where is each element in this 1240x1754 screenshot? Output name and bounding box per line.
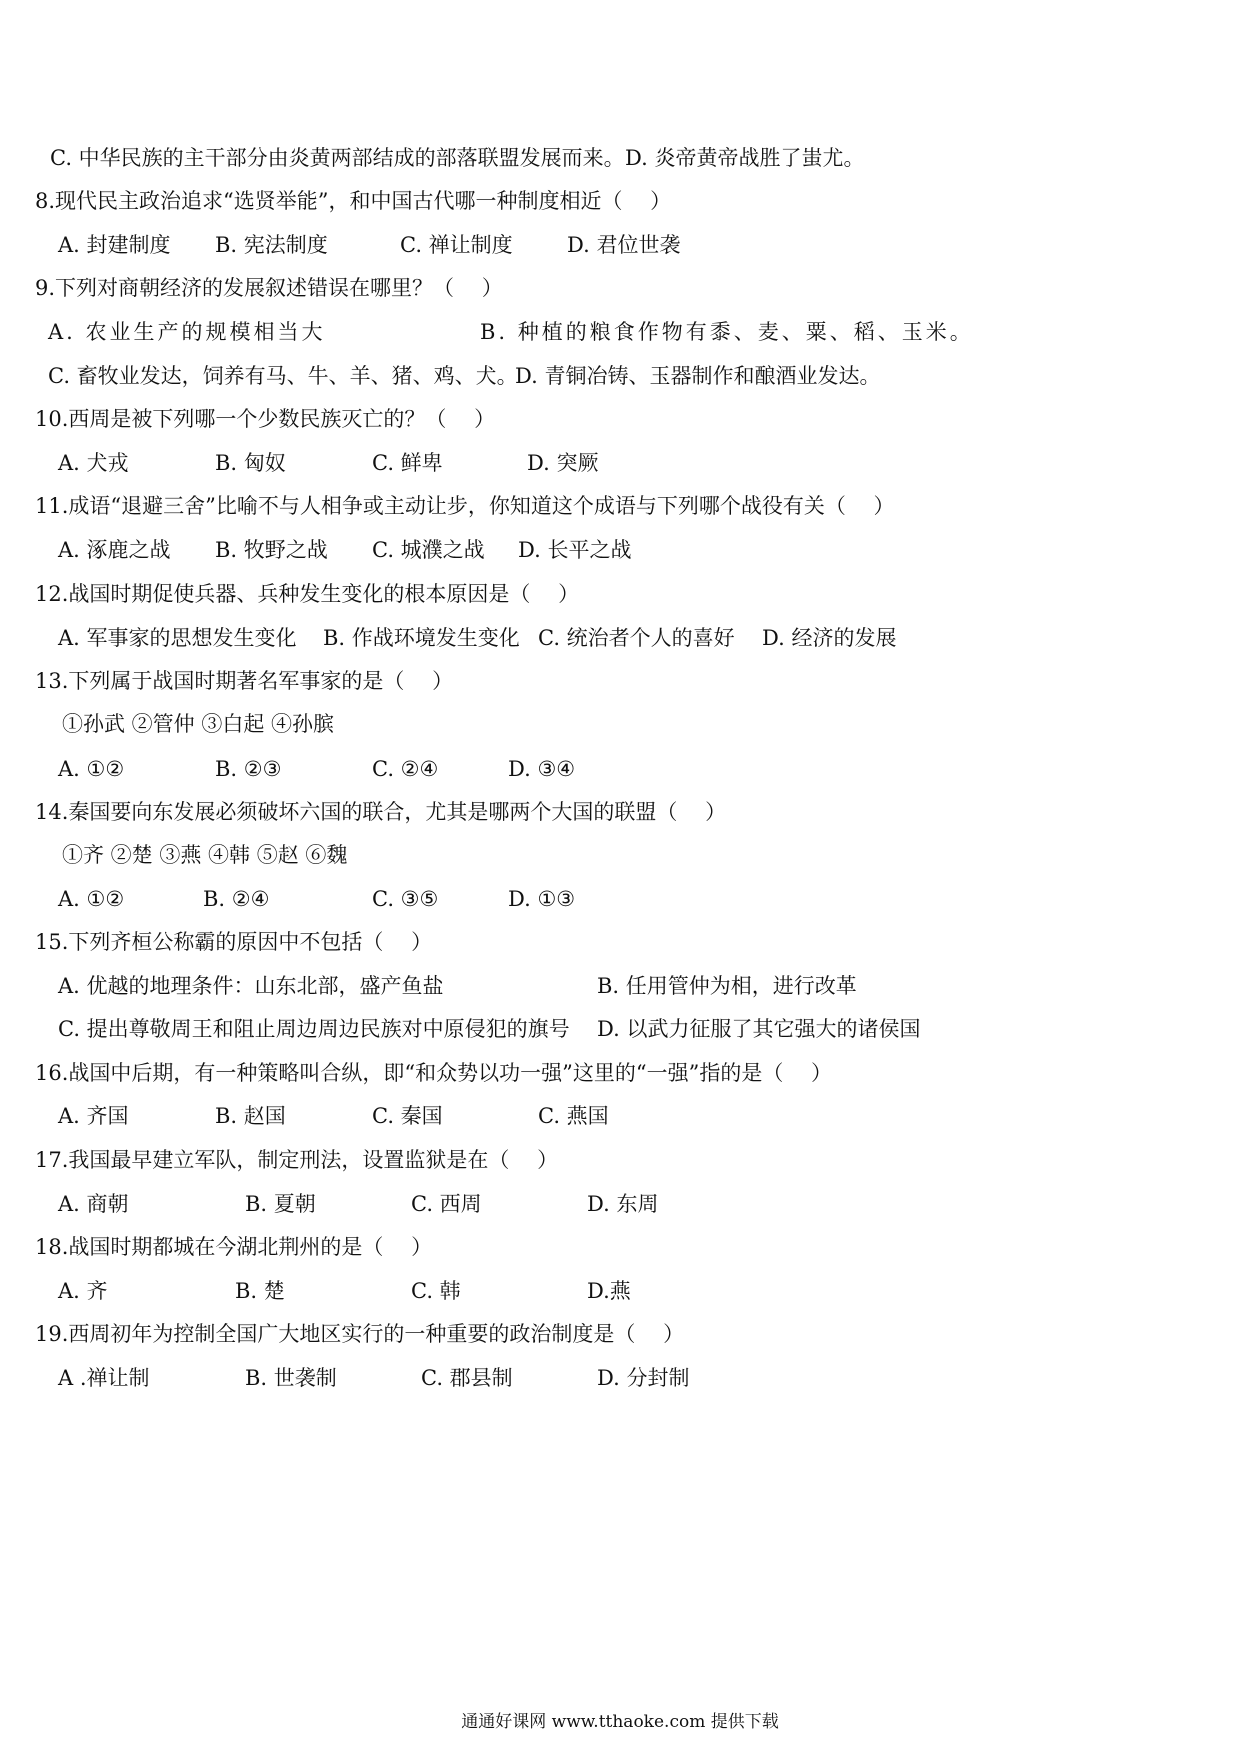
q8-option-b: B. 宪法制度: [215, 233, 328, 257]
q8-option-a: A. 封建制度: [58, 233, 171, 257]
q14-option-d: D. ①③: [508, 887, 576, 911]
q10-stem: 10.西周是被下列哪一个少数民族灭亡的？（ ）: [35, 407, 496, 431]
q9-option-b: B. 种植的粮食作物有黍、麦、粟、稻、玉米。: [480, 320, 974, 344]
q9-option-c: C. 畜牧业发达，饲养有马、牛、羊、猪、鸡、犬。: [48, 364, 518, 388]
q13-stem: 13.下列属于战国时期著名军事家的是（ ）: [35, 669, 454, 693]
q11-option-a: A. 涿鹿之战: [58, 538, 171, 562]
q19-option-a: A .禅让制: [58, 1366, 150, 1390]
q14-option-a: A. ①②: [58, 887, 125, 911]
q13-option-c: C. ②④: [372, 757, 439, 781]
q17-option-c: C. 西周: [411, 1192, 482, 1216]
q10-option-c: C. 鲜卑: [372, 451, 443, 475]
q13-option-b: B. ②③: [215, 757, 282, 781]
q8-option-c: C. 禅让制度: [400, 233, 513, 257]
q16-option-d: C. 燕国: [538, 1104, 609, 1128]
q13-option-d: D. ③④: [508, 757, 576, 781]
q19-option-c: C. 郡县制: [421, 1366, 513, 1390]
q7-option-c: C. 中华民族的主干部分由炎黄两部结成的部落联盟发展而来。: [50, 146, 625, 170]
q17-option-d: D. 东周: [587, 1192, 659, 1216]
q8-option-d: D. 君位世袭: [567, 233, 681, 257]
q12-option-a: A. 军事家的思想发生变化: [58, 626, 297, 650]
q17-option-a: A. 商朝: [58, 1192, 129, 1216]
q18-stem: 18.战国时期都城在今湖北荆州的是（ ）: [35, 1235, 433, 1259]
q14-stem: 14.秦国要向东发展必须破坏六国的联合，尤其是哪两个大国的联盟（ ）: [35, 800, 727, 824]
q19-option-d: D. 分封制: [597, 1366, 690, 1390]
q17-option-b: B. 夏朝: [245, 1192, 316, 1216]
q12-option-b: B. 作战环境发生变化: [323, 626, 520, 650]
q11-stem: 11.成语“退避三舍”比喻不与人相争或主动让步，你知道这个成语与下列哪个战役有关（ ）: [35, 494, 895, 518]
q12-option-c: C. 统治者个人的喜好: [538, 626, 735, 650]
q11-option-d: D. 长平之战: [518, 538, 632, 562]
q10-option-a: A. 犬戎: [58, 451, 129, 475]
q9-option-a: A. 农业生产的规模相当大: [48, 320, 326, 344]
q15-option-a: A. 优越的地理条件：山东北部，盛产鱼盐: [58, 974, 444, 998]
q8-stem: 8.现代民主政治追求“选贤举能”，和中国古代哪一种制度相近（ ）: [35, 189, 672, 213]
q15-stem: 15.下列齐桓公称霸的原因中不包括（ ）: [35, 930, 433, 954]
q11-option-c: C. 城濮之战: [372, 538, 485, 562]
q19-option-b: B. 世袭制: [245, 1366, 337, 1390]
q18-option-b: B. 楚: [235, 1279, 285, 1303]
q18-option-c: C. 韩: [411, 1279, 461, 1303]
q14-items: ①齐 ②楚 ③燕 ④韩 ⑤赵 ⑥魏: [62, 843, 348, 867]
q16-stem: 16.战国中后期，有一种策略叫合纵，即“和众势以功一强”这里的“一强”指的是（ ）: [35, 1061, 833, 1085]
q13-option-a: A. ①②: [58, 757, 125, 781]
q12-option-d: D. 经济的发展: [762, 626, 897, 650]
q11-option-b: B. 牧野之战: [215, 538, 328, 562]
q15-option-c: C. 提出尊敬周王和阻止周边周边民族对中原侵犯的旗号: [58, 1017, 570, 1041]
q13-items: ①孙武 ②管仲 ③白起 ④孙膑: [62, 712, 335, 736]
q15-option-b: B. 任用管仲为相，进行改革: [597, 974, 857, 998]
q17-stem: 17.我国最早建立军队，制定刑法，设置监狱是在（ ）: [35, 1148, 559, 1172]
q16-option-c: C. 秦国: [372, 1104, 443, 1128]
q16-option-a: A. 齐国: [58, 1104, 129, 1128]
q18-option-d: D.燕: [587, 1279, 631, 1303]
q10-option-b: B. 匈奴: [215, 451, 286, 475]
q9-option-d: D. 青铜冶铸、玉器制作和酿酒业发达。: [515, 364, 881, 388]
q16-option-b: B. 赵国: [215, 1104, 286, 1128]
q18-option-a: A. 齐: [58, 1279, 108, 1303]
q14-option-c: C. ③⑤: [372, 887, 439, 911]
q10-option-d: D. 突厥: [527, 451, 599, 475]
q12-stem: 12.战国时期促使兵器、兵种发生变化的根本原因是（ ）: [35, 582, 580, 606]
q7-option-d: D. 炎帝黄帝战胜了蚩尤。: [625, 146, 865, 170]
q9-stem: 9.下列对商朝经济的发展叙述错误在哪里？（ ）: [35, 276, 503, 300]
q15-option-d: D. 以武力征服了其它强大的诸侯国: [597, 1017, 921, 1041]
q19-stem: 19.西周初年为控制全国广大地区实行的一种重要的政治制度是（ ）: [35, 1322, 685, 1346]
q14-option-b: B. ②④: [203, 887, 270, 911]
page-footer: 通通好课网 www.tthaoke.com 提供下载: [461, 1712, 779, 1732]
